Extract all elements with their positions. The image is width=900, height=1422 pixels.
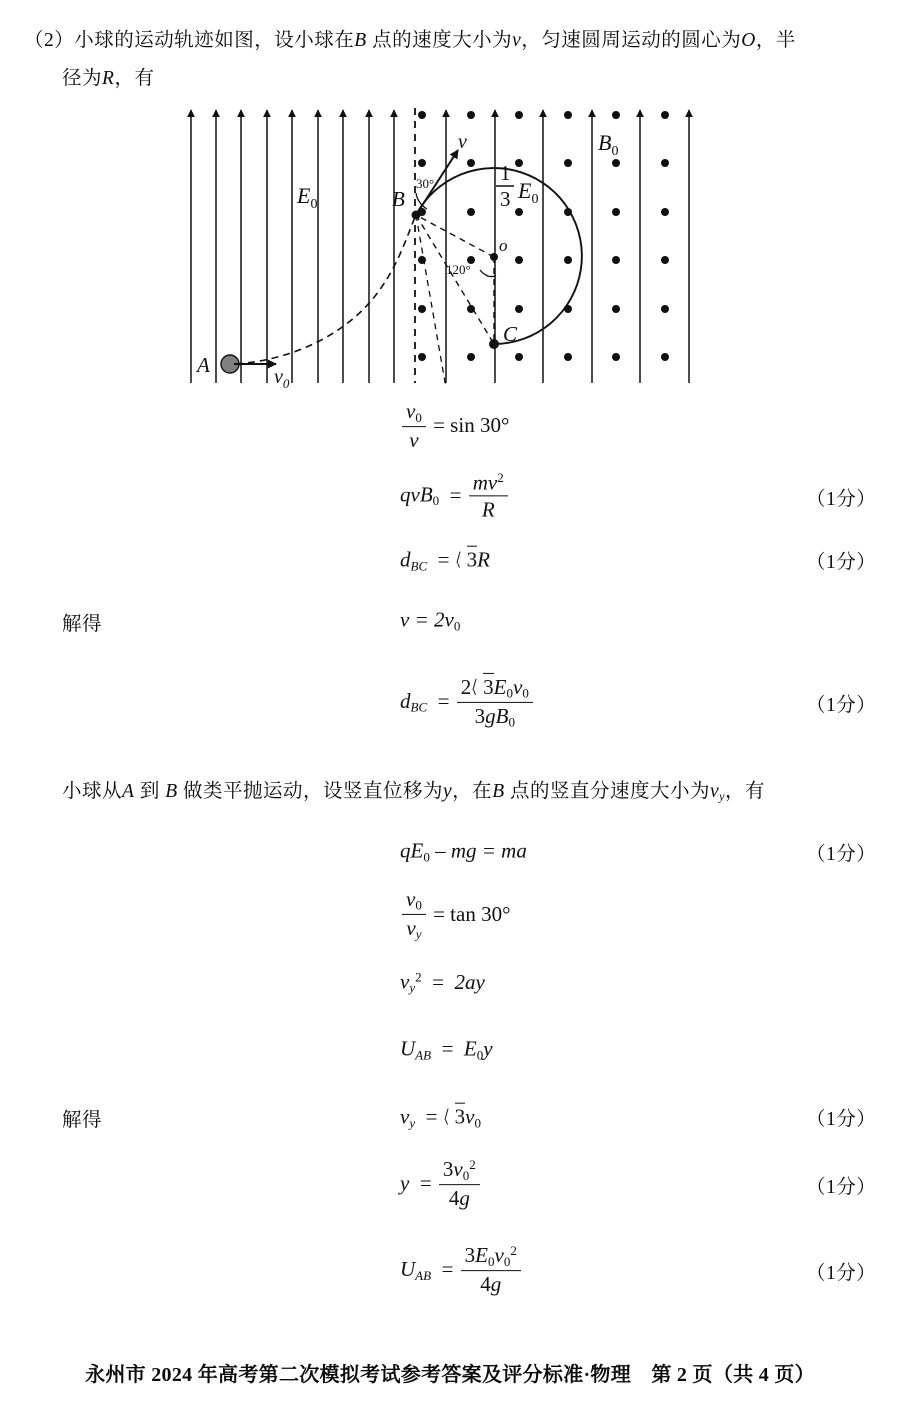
fraction-numerator: 2 $3E_0v_0$ <box>457 673 533 704</box>
score-mark: （1分） <box>806 489 877 510</box>
label-angle-30: 30° <box>416 176 435 191</box>
intro-line1-suffix: ，半 <box>755 30 796 51</box>
score-mark: （1分） <box>806 1177 877 1198</box>
radical-sqrt3R: 3 <box>456 546 477 573</box>
intro-line1-mid2: ，匀速圆周运动的圆心为 <box>521 30 742 51</box>
eq-qE0-minus-mg-equals-ma: $qE_0$ – mg = ma <box>400 838 527 865</box>
score-mark: （1分） <box>806 1109 877 1130</box>
eq-uab-e0y <box>400 1037 493 1064</box>
fraction-denominator: v <box>409 428 419 453</box>
fraction-denominator: 4g <box>480 1272 502 1297</box>
eq-vy2-2ay <box>400 970 485 997</box>
fraction-denominator: 4g <box>448 1186 470 1211</box>
eq-v0: $v_0$ <box>465 1104 481 1131</box>
eq-sin30-rhs: = sin 30° <box>433 412 510 437</box>
eq-qE0-mg-ma <box>400 839 527 866</box>
mid-p3: 做类平抛运动，设竖直位移为 <box>183 781 444 802</box>
eq-equals: = <box>444 482 462 507</box>
mid-var-y: y <box>443 781 453 802</box>
angle-arc-120 <box>480 270 488 276</box>
eq-equals: = <box>436 1256 454 1281</box>
trajectory-A-to-B <box>236 215 416 364</box>
eq-lhs-uab: $U_{AB}$ <box>400 1256 432 1283</box>
intro-line2-suffix: ，有 <box>114 68 155 89</box>
fraction-v0-over-v <box>402 399 426 453</box>
fraction-v0-over-vy <box>402 887 426 943</box>
solve-label: 解得 <box>62 614 103 635</box>
intro-line2-prefix: 径为 <box>62 68 103 89</box>
eq-lhs-dbc: $d_{BC}$ <box>400 688 428 715</box>
eq-lhs-qvB0: qvB$_0$ <box>400 482 440 509</box>
eq-v-equals-2v0: $v = 2v_0$ <box>400 607 461 634</box>
mid-p5: 点的竖直分速度大小为 <box>509 781 710 802</box>
solve-label: 解得 <box>62 1110 103 1131</box>
intro-paragraph <box>24 22 880 98</box>
label-B0: $B_0$ <box>598 130 619 159</box>
fraction-y <box>439 1157 480 1211</box>
eq-y-3v02-4g <box>400 1158 482 1212</box>
eq-rhs-e0y: $E_0y$ <box>458 1036 493 1063</box>
mid-var-A: A <box>122 781 135 802</box>
intro-line2 <box>24 60 880 98</box>
eq-R: R <box>477 547 490 572</box>
fraction-denominator: $v_y$ <box>406 916 422 942</box>
intro-var-B: B <box>354 30 367 51</box>
svg-text:1: 1 <box>500 161 511 185</box>
physics-figure <box>170 98 710 398</box>
angle-arc-120-b <box>487 276 496 277</box>
fraction-uab <box>461 1243 521 1297</box>
eq-qvB0 <box>400 471 510 522</box>
eq-tan30-rhs: = tan 30° <box>433 901 511 926</box>
label-one-third-E0 <box>496 161 538 211</box>
radius-OB <box>416 215 494 257</box>
label-B: B <box>392 187 405 211</box>
eq-v0-over-v-sin30 <box>400 400 509 454</box>
score-mark: （1分） <box>806 1263 877 1284</box>
eq-dbc-full <box>400 674 535 732</box>
eq-lhs-vy: $v_y$ <box>400 1104 416 1131</box>
label-C: C <box>503 322 518 346</box>
point-marker-C <box>489 339 499 349</box>
point-marker-B <box>412 211 421 220</box>
field-lines-left <box>191 110 394 383</box>
eq-equals: = <box>432 547 450 572</box>
score-mark: （1分） <box>806 552 877 573</box>
mid-p1: 小球从 <box>62 781 123 802</box>
fraction-numerator: $3E_0v_0^2$ <box>461 1243 521 1272</box>
fraction-numerator: $mv^2$ <box>469 470 508 496</box>
score-mark: （1分） <box>806 844 877 865</box>
eq-v0-over-vy-tan30 <box>400 888 511 944</box>
label-E0: $E_0$ <box>297 183 318 212</box>
mid-var-B: B <box>165 781 178 802</box>
mid-p2: 到 <box>139 781 160 802</box>
label-O: o <box>499 236 508 255</box>
svg-text:3: 3 <box>500 187 511 211</box>
label-v0-vector: $v_0$ <box>274 366 290 391</box>
eq-v-2v0 <box>400 608 460 635</box>
page-footer: 永州市 2024 年高考第二次模拟考试参考答案及评分标准·物理 第 2 页（共 4 页） <box>85 1364 815 1386</box>
eq-equals: = <box>420 1104 438 1129</box>
label-v-vector: v <box>458 131 467 153</box>
intro-line1-mid: 点的速度大小为 <box>372 30 513 51</box>
label-angle-120: 120° <box>446 262 471 277</box>
fraction-mv2-over-R <box>469 470 508 521</box>
eq-equals: = <box>436 1036 454 1061</box>
score-mark: （1分） <box>806 695 877 716</box>
field-lines-right <box>446 110 689 383</box>
fraction-denominator: $3gB_0$ <box>474 704 515 730</box>
fraction-numerator: $3v_0^2$ <box>439 1157 480 1186</box>
eq-uab-final <box>400 1244 523 1298</box>
eq-vy-sqrt3v0 <box>400 1103 481 1132</box>
eq-equals: = <box>426 969 444 994</box>
eq-2ay: 2ay <box>449 969 485 994</box>
fraction-denominator: R <box>481 497 495 522</box>
mid-p4: ，在 <box>452 781 493 802</box>
eq-lhs-y: y <box>400 1170 410 1195</box>
eq-lhs-dbc: $d_{BC}$ <box>400 547 428 574</box>
svg-text:E0: $E_0$ <box>518 178 539 207</box>
radical-sqrt3: 3 <box>444 1103 465 1130</box>
mid-p6: ，有 <box>725 781 766 802</box>
eq-dbc-sqrt3R <box>400 546 490 575</box>
fraction-numerator: $v_0$ <box>402 887 426 916</box>
fraction-numerator: $v_0$ <box>402 399 426 428</box>
fraction-dbc <box>457 673 533 731</box>
mid-var-B2: B <box>492 781 505 802</box>
eq-lhs-uab: $U_{AB}$ <box>400 1036 432 1063</box>
eq-equals: = <box>432 688 450 713</box>
point-marker-O <box>490 253 498 261</box>
intro-line1-prefix: （2）小球的运动轨迹如图，设小球在 <box>24 30 355 51</box>
label-A: A <box>197 353 210 377</box>
mid-var-vy: $v_y$ <box>710 781 726 804</box>
mid-paragraph <box>62 775 765 804</box>
chord-BC <box>416 215 494 344</box>
intro-var-v: v <box>512 30 522 51</box>
intro-var-R: R <box>102 68 115 89</box>
tangent-guide-line <box>416 215 446 388</box>
eq-equals: = <box>414 1170 432 1195</box>
intro-var-O: O <box>741 30 756 51</box>
eq-vy-squared: $v_y^2$ <box>400 969 422 996</box>
figure-svg <box>170 98 710 398</box>
